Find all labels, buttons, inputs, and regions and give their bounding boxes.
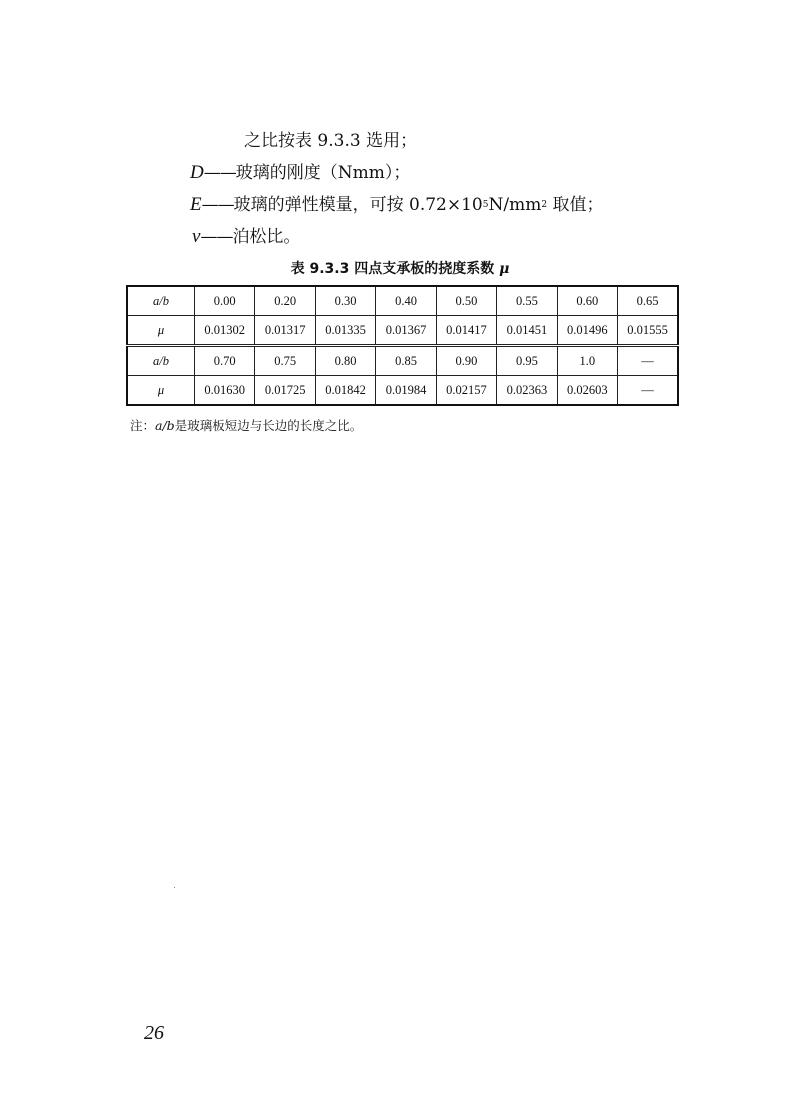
table-cell: 0.01417 <box>436 316 496 346</box>
dash-d: —— <box>203 163 236 183</box>
table-cell: 0.85 <box>376 346 436 376</box>
table-cell: 0.70 <box>195 346 255 376</box>
table-cell: 0.95 <box>497 346 557 376</box>
row-header: μ <box>127 316 195 346</box>
table-cell: 0.02603 <box>557 376 617 406</box>
unit-text: N/mm <box>488 195 542 215</box>
table-note <box>130 416 362 434</box>
table-cell: 0.01725 <box>255 376 315 406</box>
definition-e-text: 玻璃的弹性模量，可按 0.72×10 <box>233 195 483 215</box>
table-cell: — <box>618 376 678 406</box>
row-header: μ <box>127 376 195 406</box>
row-header: a/b <box>127 286 195 316</box>
table-cell: 0.01317 <box>255 316 315 346</box>
definition-e <box>190 190 603 216</box>
table-cell: 0.55 <box>497 286 557 316</box>
table-cell: 0.90 <box>436 346 496 376</box>
unit-exponent: 2 <box>541 200 548 210</box>
table-cell: 0.01367 <box>376 316 436 346</box>
definition-nu-text: 泊松比。 <box>232 227 301 247</box>
table-reference-text: 之比按表 9.3.3 选用； <box>244 131 418 151</box>
definition-d <box>190 158 410 184</box>
table-cell: 0.80 <box>315 346 375 376</box>
table-caption-symbol: μ <box>499 261 510 277</box>
note-prefix: 注： <box>130 418 156 433</box>
symbol-e: E <box>190 194 202 215</box>
table-cell: 0.75 <box>255 346 315 376</box>
table-cell: 0.30 <box>315 286 375 316</box>
text-line-table-reference <box>244 126 417 151</box>
table-cell: 0.65 <box>618 286 678 316</box>
definition-nu <box>192 222 300 248</box>
table-cell: 0.01842 <box>315 376 375 406</box>
table-cell: 0.01630 <box>195 376 255 406</box>
note-symbol: a/b <box>155 418 175 433</box>
table-cell: 0.01335 <box>315 316 375 346</box>
table-cell: 0.20 <box>255 286 315 316</box>
table-cell: 0.01451 <box>497 316 557 346</box>
table-cell: 0.01984 <box>376 376 436 406</box>
row-ab-1 <box>127 286 678 316</box>
table-cell: 0.01302 <box>195 316 255 346</box>
table-cell: 1.0 <box>557 346 617 376</box>
row-mu-1 <box>127 316 678 346</box>
deflection-coefficient-table <box>126 285 679 406</box>
definition-e-tail: 取值； <box>547 195 604 215</box>
definition-d-text: 玻璃的刚度（Nmm）； <box>235 163 411 183</box>
table-cell: 0.00 <box>195 286 255 316</box>
exponent-5: 5 <box>482 200 489 210</box>
table-cell: 0.01555 <box>618 316 678 346</box>
row-ab-2 <box>127 346 678 376</box>
table-cell: 0.01496 <box>557 316 617 346</box>
dash-nu: —— <box>200 227 233 247</box>
symbol-d: D <box>190 162 204 183</box>
note-text: 是玻璃板短边与长边的长度之比。 <box>174 418 363 433</box>
row-mu-2 <box>127 376 678 406</box>
symbol-nu: ν <box>192 226 201 247</box>
dash-e: —— <box>201 195 234 215</box>
table-caption-text: 表 9.3.3 四点支承板的挠度系数 <box>290 261 500 277</box>
table-caption <box>0 258 800 278</box>
table-cell: 0.40 <box>376 286 436 316</box>
table-cell: 0.02157 <box>436 376 496 406</box>
page-number: 26 <box>144 1022 164 1044</box>
scan-speck <box>174 887 175 888</box>
table-cell: 0.60 <box>557 286 617 316</box>
row-header: a/b <box>127 346 195 376</box>
table-cell: — <box>618 346 678 376</box>
table-cell: 0.50 <box>436 286 496 316</box>
table-cell: 0.02363 <box>497 376 557 406</box>
